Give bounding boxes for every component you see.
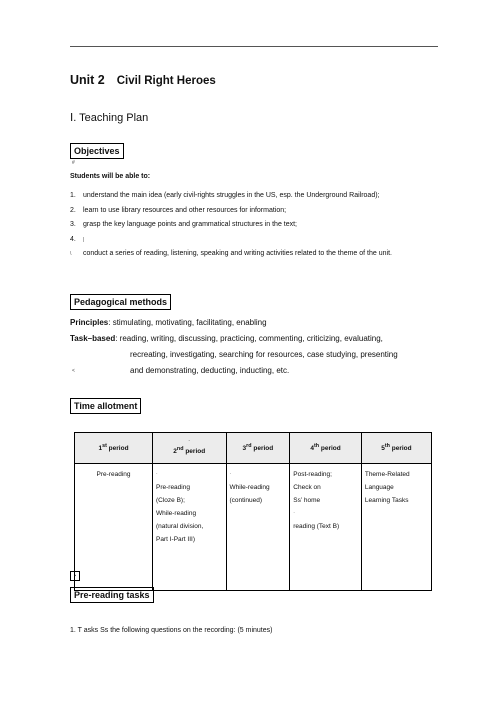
task-text-2: recreating, investigating, searching for resources, case studying, presenting <box>130 350 398 359</box>
objectives-mark: # <box>72 160 75 166</box>
time-heading: Time allotment <box>70 398 141 414</box>
task-line <box>70 331 438 347</box>
table-header-cell: 5th period <box>361 433 431 464</box>
list-item: 2. learn to use library resources and other resources for information; <box>70 206 287 214</box>
table-header-cell: 1st period <box>75 433 153 464</box>
table-header-cell: 3rd period <box>226 433 290 464</box>
table-header-cell: ` 2nd period <box>153 433 227 464</box>
task-text-3: and demonstrating, deducting, inducting, etc. <box>130 366 290 375</box>
unit-title: Civil Right Heroes <box>116 75 216 87</box>
list-item: \ conduct a series of reading, listening, speaking and writing activities related to the theme of the unit. <box>70 250 392 257</box>
principles-text: : stimulating, motivating, facilitating, enabling <box>108 318 267 327</box>
objectives-list <box>70 189 438 262</box>
principles-label: Principles <box>70 318 109 327</box>
prereading-heading: Pre-reading tasks <box>70 587 154 603</box>
prereading-mark: ▪ <box>70 571 80 581</box>
pedagogy-heading-box <box>70 292 171 310</box>
task-label: Task–based <box>70 334 116 343</box>
pedagogy-heading: Pedagogical methods <box>70 294 171 310</box>
section-title: Ⅰ. Teaching Plan <box>70 112 149 124</box>
table-header-cell: 4th period <box>290 433 362 464</box>
objectives-intro: Students will be able to: <box>70 173 151 180</box>
list-item: 1. understand the main idea (early civil-rights struggles in the US, esp. the Underground Railroad); <box>70 192 380 199</box>
prereading-item-1 <box>70 627 272 634</box>
objectives-heading-box <box>70 141 124 159</box>
table-cell: · Pre-reading (Cloze B); While-reading (natural division, Part I-Part III) <box>153 464 227 591</box>
header-rule <box>70 46 438 47</box>
table-cell: Post-reading; Check on Ss’ home · reading (Text B) <box>290 464 362 591</box>
list-item: 3. grasp the key language points and grammatical structures in the text; <box>70 221 298 228</box>
task-text-1: : reading, writing, discussing, practicing, commenting, criticizing, evaluating, <box>115 334 383 343</box>
table-row <box>75 464 432 591</box>
pedagogy-mark: < <box>72 368 75 374</box>
prereading-item-number: 1. <box>70 627 76 634</box>
table-cell: Pre-reading <box>75 464 153 591</box>
table-header-row <box>75 433 432 464</box>
objectives-heading: Objectives <box>70 143 124 159</box>
time-allotment-table <box>74 432 432 591</box>
prereading-item-text: T asks Ss the following questions on the recording: (5 minutes) <box>77 627 273 634</box>
principles-line <box>70 315 438 331</box>
time-heading-box <box>70 396 141 414</box>
unit-number: Unit 2 <box>70 73 105 87</box>
table-cell: Theme-Related Language Learning Tasks <box>361 464 431 591</box>
table-cell: · While-reading (continued) <box>226 464 290 591</box>
prereading-heading-box <box>70 585 154 603</box>
unit-heading <box>70 73 216 87</box>
pedagogy-body <box>70 315 438 379</box>
list-item: 4. | <box>70 235 85 243</box>
